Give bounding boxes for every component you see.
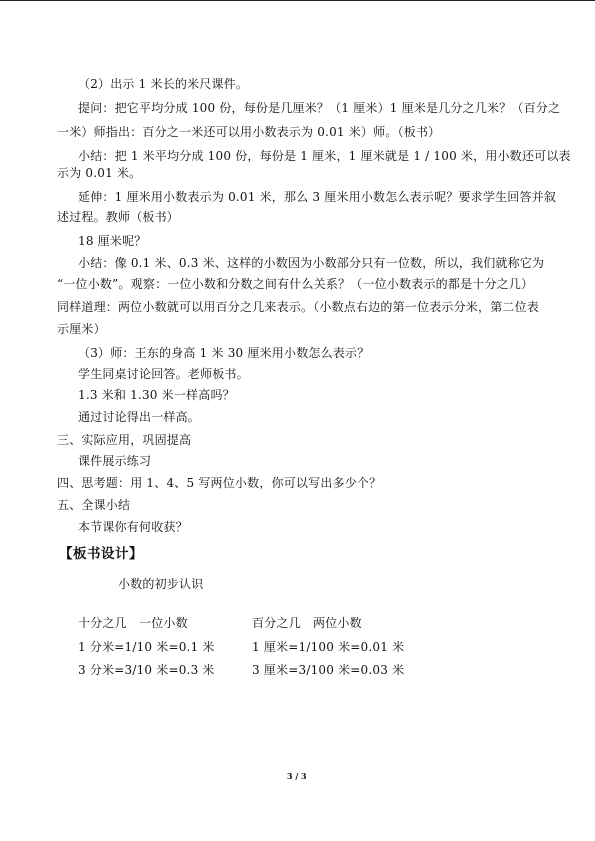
text-line: （2）出示 1 米长的米尺课件。 bbox=[78, 77, 249, 91]
board-design-heading: 【板书设计】 bbox=[59, 546, 143, 562]
text-line: “一位小数”。观察：一位小数和分数之间有什么关系？（一位小数表示的都是十分之几） bbox=[57, 277, 534, 291]
board-left-header: 十分之几 一位小数 bbox=[78, 616, 188, 630]
section-heading: 三、实际应用，巩固提高 bbox=[57, 433, 192, 447]
board-left-row: 3 分米=3/10 米=0.3 米 bbox=[78, 663, 215, 677]
text-line: 示厘米） bbox=[57, 322, 106, 336]
page-top-rule bbox=[0, 0, 595, 1]
text-line: 一米）师指出：百分之一米还可以用小数表示为 0.01 米）师。（板书） bbox=[57, 125, 441, 139]
text-line: 小结：像 0.1 米、0.3 米、这样的小数因为小数部分只有一位数，所以，我们就称它为 bbox=[78, 256, 545, 270]
page-number: 3 / 3 bbox=[287, 771, 307, 781]
section-heading: 五、全课小结 bbox=[57, 498, 131, 512]
text-line: 学生同桌讨论回答。老师板书。 bbox=[78, 367, 249, 381]
text-line: 通过讨论得出一样高。 bbox=[78, 410, 201, 424]
text-line: 1.3 米和 1.30 米一样高吗？ bbox=[78, 388, 235, 402]
text-line: 小结：把 1 米平均分成 100 份，每份是 1 厘米，1 厘米就是 1 / 100 米，用小数还可以表 bbox=[78, 149, 571, 163]
section-heading: 四、思考题：用 1、4、5 写两位小数，你可以写出多少个？ bbox=[57, 476, 382, 490]
board-left-row: 1 分米=1/10 米=0.1 米 bbox=[78, 640, 215, 654]
text-line: （3）师：王东的身高 1 米 30 厘米用小数怎么表示？ bbox=[78, 346, 370, 360]
board-right-row: 3 厘米=3/100 米=0.03 米 bbox=[252, 663, 405, 677]
board-right-row: 1 厘米=1/100 米=0.01 米 bbox=[252, 640, 405, 654]
text-line: 述过程。教师（板书） bbox=[57, 210, 180, 224]
text-line: 本节课你有何收获？ bbox=[78, 520, 188, 534]
text-line: 同样道理：两位小数就可以用百分之几来表示。（小数点右边的第一位表示分米，第二位表 bbox=[57, 300, 540, 314]
board-title: 小数的初步认识 bbox=[118, 577, 204, 591]
text-line: 18 厘米呢？ bbox=[78, 234, 147, 248]
text-line: 示为 0.01 米。 bbox=[57, 166, 142, 180]
board-right-header: 百分之几 两位小数 bbox=[252, 616, 362, 630]
text-line: 课件展示练习 bbox=[78, 454, 152, 468]
text-line: 延伸：1 厘米用小数表示为 0.01 米，那么 3 厘米用小数怎么表示呢？要求学生回答并叙 bbox=[78, 190, 557, 204]
text-line: 提问：把它平均分成 100 份，每份是几厘米？（1 厘米）1 厘米是几分之几米？（百分之 bbox=[78, 101, 561, 115]
